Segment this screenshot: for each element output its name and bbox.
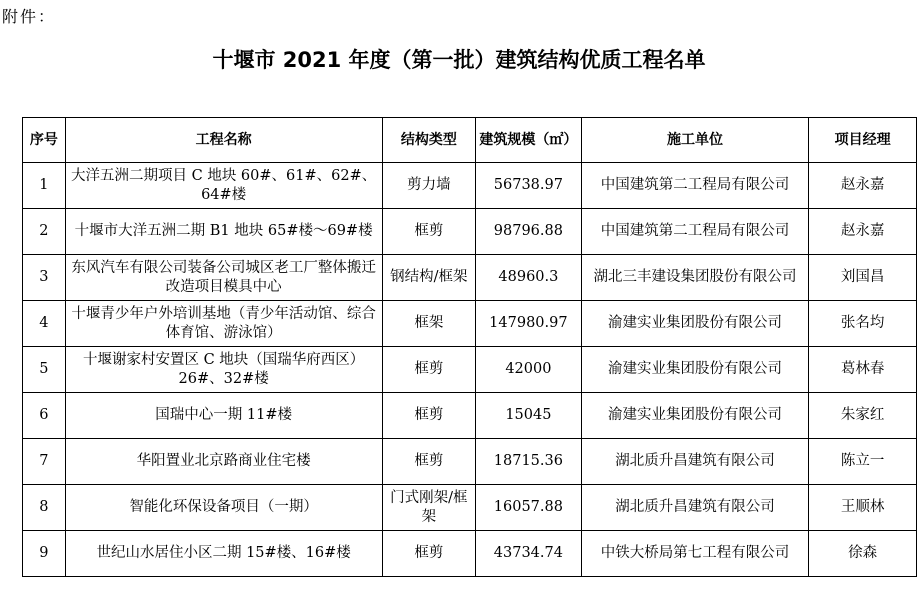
cell-no: 6 [23,393,66,439]
cell-manager: 徐森 [809,531,917,577]
cell-name: 十堰谢家村安置区 C 地块（国瑞华府西区）26#、32#楼 [65,347,382,393]
cell-type: 框架 [382,301,475,347]
table-row [23,347,917,393]
cell-no: 1 [23,163,66,209]
cell-manager: 赵永嘉 [809,209,917,255]
cell-builder: 渝建实业集团股份有限公司 [581,347,809,393]
cell-builder: 中国建筑第二工程局有限公司 [581,163,809,209]
cell-no: 4 [23,301,66,347]
cell-manager: 张名均 [809,301,917,347]
cell-scale: 42000 [476,347,582,393]
table-row [23,439,917,485]
cell-name: 智能化环保设备项目（一期） [65,485,382,531]
table-row [23,209,917,255]
attachment-label: 附件： [2,7,57,26]
cell-name: 国瑞中心一期 11#楼 [65,393,382,439]
cell-scale: 16057.88 [476,485,582,531]
cell-type: 框剪 [382,393,475,439]
cell-type: 剪力墙 [382,163,475,209]
cell-name: 十堰市大洋五洲二期 B1 地块 65#楼～69#楼 [65,209,382,255]
table-row [23,163,917,209]
cell-type: 框剪 [382,209,475,255]
cell-manager: 朱家红 [809,393,917,439]
cell-scale: 48960.3 [476,255,582,301]
cell-type: 门式刚架/框架 [382,485,475,531]
cell-builder: 中国建筑第二工程局有限公司 [581,209,809,255]
cell-type: 框剪 [382,531,475,577]
cell-builder: 渝建实业集团股份有限公司 [581,393,809,439]
cell-manager: 葛林春 [809,347,917,393]
cell-builder: 湖北质升昌建筑有限公司 [581,485,809,531]
table-row [23,531,917,577]
cell-builder: 湖北三丰建设集团股份有限公司 [581,255,809,301]
cell-scale: 43734.74 [476,531,582,577]
column-header-type: 结构类型 [382,118,475,163]
cell-builder: 渝建实业集团股份有限公司 [581,301,809,347]
cell-scale: 18715.36 [476,439,582,485]
table-header-row [23,118,917,163]
cell-type: 钢结构/框架 [382,255,475,301]
projects-table [22,117,917,577]
column-header-scale: 建筑规模（㎡） [476,118,582,163]
page-title: 十堰市 2021 年度（第一批）建筑结构优质工程名单 [212,48,706,72]
column-header-manager: 项目经理 [809,118,917,163]
column-header-builder: 施工单位 [581,118,809,163]
cell-no: 8 [23,485,66,531]
table-row [23,485,917,531]
cell-name: 华阳置业北京路商业住宅楼 [65,439,382,485]
cell-manager: 刘国昌 [809,255,917,301]
column-header-no: 序号 [23,118,66,163]
cell-manager: 陈立一 [809,439,917,485]
cell-manager: 赵永嘉 [809,163,917,209]
cell-type: 框剪 [382,439,475,485]
cell-type: 框剪 [382,347,475,393]
cell-no: 7 [23,439,66,485]
cell-manager: 王顺林 [809,485,917,531]
cell-builder: 湖北质升昌建筑有限公司 [581,439,809,485]
cell-name: 十堰青少年户外培训基地（青少年活动馆、综合体育馆、游泳馆） [65,301,382,347]
cell-name: 世纪山水居住小区二期 15#楼、16#楼 [65,531,382,577]
column-header-name: 工程名称 [65,118,382,163]
cell-scale: 56738.97 [476,163,582,209]
cell-scale: 147980.97 [476,301,582,347]
cell-name: 大洋五洲二期项目 C 地块 60#、61#、62#、64#楼 [65,163,382,209]
cell-scale: 98796.88 [476,209,582,255]
cell-no: 2 [23,209,66,255]
cell-scale: 15045 [476,393,582,439]
table-row [23,393,917,439]
cell-no: 3 [23,255,66,301]
cell-no: 9 [23,531,66,577]
table-row [23,255,917,301]
table-row [23,301,917,347]
cell-no: 5 [23,347,66,393]
cell-name: 东风汽车有限公司装备公司城区老工厂整体搬迁改造项目模具中心 [65,255,382,301]
cell-builder: 中铁大桥局第七工程有限公司 [581,531,809,577]
